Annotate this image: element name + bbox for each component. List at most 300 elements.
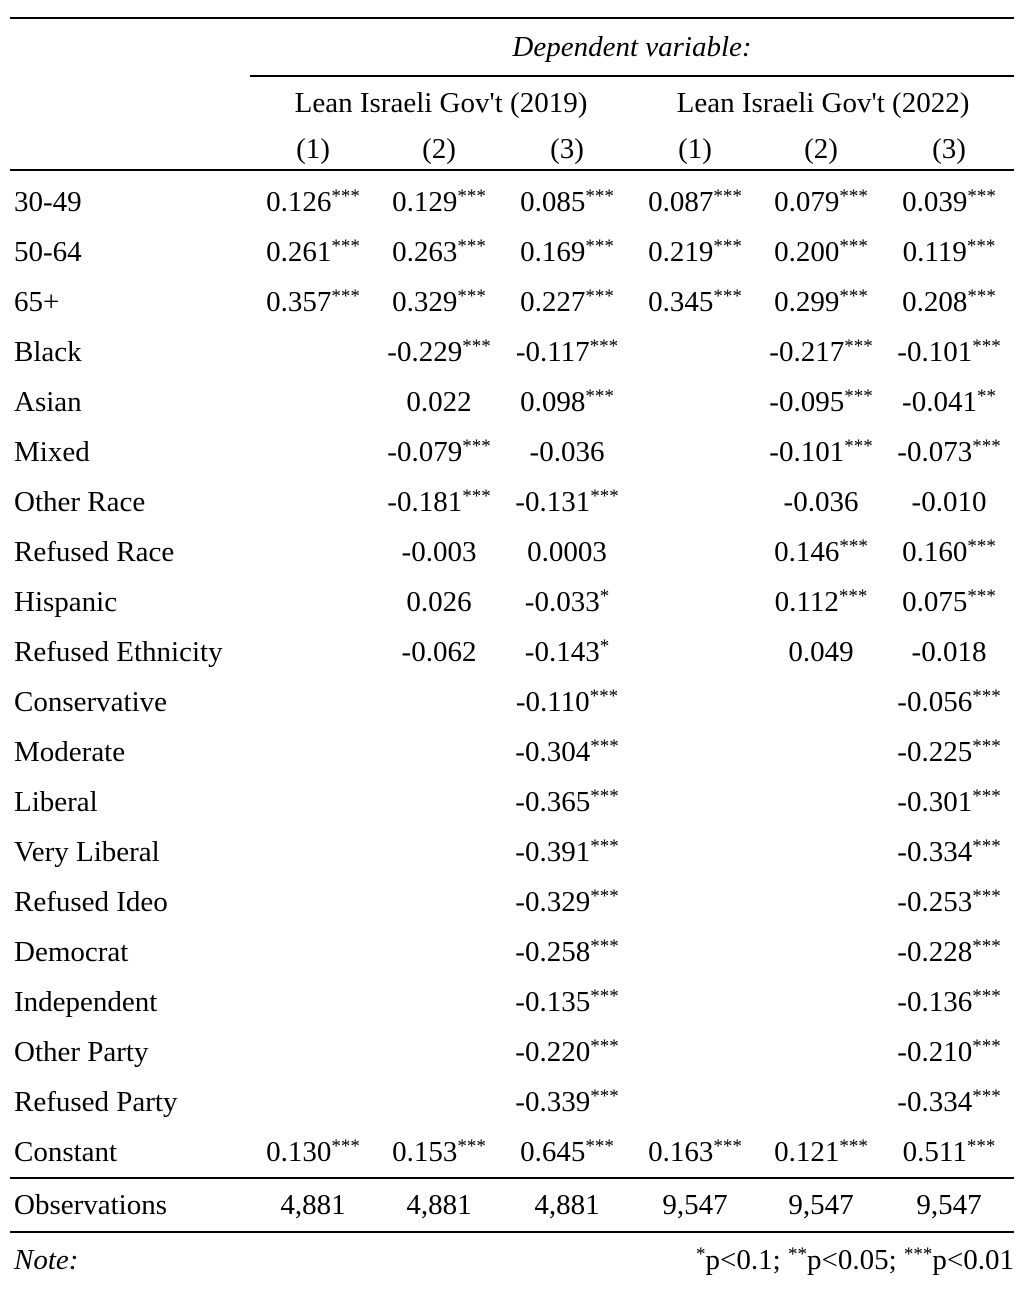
coefficient-value: 0.022 xyxy=(406,385,472,418)
observations-label: Observations xyxy=(14,1188,168,1221)
coefficient-cell xyxy=(758,527,884,577)
observations-value: 4,881 xyxy=(534,1188,600,1221)
dependent-variable-header xyxy=(10,19,1014,76)
significance-stars: *** xyxy=(331,185,360,207)
coefficient-cell xyxy=(632,677,758,727)
coefficient-cell xyxy=(758,827,884,877)
table-row xyxy=(10,227,1014,277)
table-row xyxy=(10,677,1014,727)
coefficient-cell xyxy=(250,577,376,627)
significance-stars: *** xyxy=(972,785,1001,807)
coefficient-value: -0.095 xyxy=(769,385,845,418)
significance-stars: *** xyxy=(839,235,868,257)
row-label: Liberal xyxy=(14,785,98,818)
coefficient-cell xyxy=(502,777,632,827)
coefficient-cell xyxy=(758,427,884,477)
coefficient-value: 0.126 xyxy=(266,185,332,218)
coefficient-cell xyxy=(632,927,758,977)
coefficient-value: 0.261 xyxy=(266,235,332,268)
observations-value: 9,547 xyxy=(916,1188,982,1221)
row-label: Hispanic xyxy=(14,585,118,618)
coefficient-cell xyxy=(250,177,376,227)
coefficient-value: -0.073 xyxy=(897,435,973,468)
coefficient-value: 0.129 xyxy=(392,185,458,218)
row-label: Refused Ideo xyxy=(14,885,168,918)
table-row xyxy=(10,1077,1014,1127)
coefficient-value: -0.391 xyxy=(515,835,591,868)
coefficient-value: -0.136 xyxy=(897,985,973,1018)
significance-stars: *** xyxy=(972,735,1001,757)
coefficient-cell xyxy=(376,927,502,977)
row-label: 30-49 xyxy=(14,185,82,218)
note-stars: ** xyxy=(787,1243,807,1265)
row-label: Mixed xyxy=(14,435,90,468)
coefficient-cell xyxy=(250,1027,376,1077)
table-row xyxy=(10,427,1014,477)
table-row xyxy=(10,927,1014,977)
significance-stars: *** xyxy=(590,485,619,507)
row-label: Very Liberal xyxy=(14,835,160,868)
coefficient-cell xyxy=(376,377,502,427)
coefficient-value: -0.304 xyxy=(515,735,591,768)
coefficient-cell xyxy=(376,327,502,377)
coefficient-value: -0.079 xyxy=(387,435,463,468)
coefficient-cell xyxy=(250,377,376,427)
significance-stars: *** xyxy=(966,235,996,257)
significance-stars: *** xyxy=(457,185,486,207)
coefficient-cell xyxy=(632,577,758,627)
coefficient-value: 0.200 xyxy=(774,235,840,268)
significance-stars: *** xyxy=(331,235,360,257)
coefficient-value: 0.0003 xyxy=(527,535,607,568)
coefficient-cell xyxy=(376,527,502,577)
coefficient-cell xyxy=(502,927,632,977)
coefficient-cell xyxy=(376,277,502,327)
observations-value: 9,547 xyxy=(788,1188,854,1221)
coefficient-cell xyxy=(758,777,884,827)
note-label: Note: xyxy=(14,1243,79,1276)
coefficient-cell xyxy=(632,877,758,927)
coefficient-value: 0.026 xyxy=(406,585,472,618)
table-row xyxy=(10,877,1014,927)
coefficient-cell xyxy=(632,377,758,427)
note-row xyxy=(10,1233,1014,1287)
significance-stars: *** xyxy=(331,1135,360,1157)
coefficient-cell xyxy=(250,427,376,477)
significance-stars: *** xyxy=(713,1135,742,1157)
coefficient-cell xyxy=(758,677,884,727)
significance-stars: *** xyxy=(844,335,873,357)
coefficient-value: -0.036 xyxy=(529,435,605,468)
coefficient-cell xyxy=(250,627,376,677)
table-row xyxy=(10,777,1014,827)
coefficient-cell xyxy=(884,427,1014,477)
group-label-2019: Lean Israeli Gov't (2019) xyxy=(294,86,588,119)
group-label-2022: Lean Israeli Gov't (2022) xyxy=(676,86,970,119)
coefficient-cell xyxy=(502,277,632,327)
row-label: Asian xyxy=(14,385,82,418)
coefficient-value: -0.003 xyxy=(401,535,477,568)
coefficient-cell xyxy=(758,977,884,1027)
coefficient-cell xyxy=(502,1077,632,1127)
coefficient-cell xyxy=(884,1027,1014,1077)
coefficient-cell xyxy=(376,227,502,277)
significance-stars: *** xyxy=(585,185,614,207)
coefficient-cell xyxy=(502,427,632,477)
significance-note xyxy=(250,1233,1014,1287)
coefficient-cell xyxy=(884,1127,1014,1178)
significance-stars: *** xyxy=(966,1135,996,1157)
coefficient-cell xyxy=(884,577,1014,627)
coefficient-cell xyxy=(758,277,884,327)
coefficient-value: -0.258 xyxy=(515,935,591,968)
significance-stars: * xyxy=(599,585,610,607)
coefficient-cell xyxy=(884,477,1014,527)
significance-stars: *** xyxy=(838,585,868,607)
coefficient-cell xyxy=(376,877,502,927)
coefficient-value: 0.075 xyxy=(902,585,968,618)
coefficient-cell xyxy=(884,927,1014,977)
coefficient-cell xyxy=(884,377,1014,427)
row-label: Other Race xyxy=(14,485,146,518)
coefficient-value: 0.357 xyxy=(266,285,332,318)
coefficient-cell xyxy=(250,277,376,327)
coefficient-cell xyxy=(250,677,376,727)
coefficient-cell xyxy=(502,827,632,877)
significance-stars: *** xyxy=(972,335,1001,357)
coefficient-cell xyxy=(502,627,632,677)
coefficient-cell xyxy=(376,177,502,227)
table-row xyxy=(10,627,1014,677)
row-label: Moderate xyxy=(14,735,126,768)
coefficient-cell xyxy=(376,577,502,627)
coefficient-cell xyxy=(758,927,884,977)
coefficient-cell xyxy=(502,177,632,227)
coefficient-cell xyxy=(758,727,884,777)
significance-stars: *** xyxy=(972,935,1001,957)
coefficient-cell xyxy=(758,1027,884,1077)
coefficient-value: -0.041 xyxy=(902,385,977,418)
significance-stars: *** xyxy=(972,985,1001,1007)
coefficient-cell xyxy=(632,1027,758,1077)
coefficient-cell xyxy=(376,627,502,677)
observations-value: 4,881 xyxy=(280,1188,346,1221)
significance-stars: *** xyxy=(462,435,491,457)
significance-stars: *** xyxy=(590,835,619,857)
significance-stars: *** xyxy=(585,385,614,407)
dependent-variable-label: Dependent variable: xyxy=(512,30,752,63)
table-row xyxy=(10,377,1014,427)
coefficient-value: -0.181 xyxy=(387,485,463,518)
significance-stars: *** xyxy=(972,835,1001,857)
coefficient-cell xyxy=(632,277,758,327)
coefficient-cell xyxy=(502,477,632,527)
note-text: p<0.01 xyxy=(932,1243,1014,1276)
significance-stars: *** xyxy=(585,235,614,257)
coefficient-cell xyxy=(502,227,632,277)
coefficient-cell xyxy=(502,1127,632,1178)
row-label: 50-64 xyxy=(14,235,82,268)
significance-stars: *** xyxy=(590,885,619,907)
coefficient-cell xyxy=(502,677,632,727)
column-number: (2) xyxy=(804,132,838,165)
coefficient-cell xyxy=(376,827,502,877)
row-label: Conservative xyxy=(14,685,168,718)
coefficient-cell xyxy=(250,927,376,977)
observations-value: 4,881 xyxy=(406,1188,472,1221)
coefficient-cell xyxy=(632,627,758,677)
coefficient-cell xyxy=(884,227,1014,277)
coefficient-cell xyxy=(758,477,884,527)
coefficient-value: -0.365 xyxy=(515,785,591,818)
column-number: (1) xyxy=(296,132,330,165)
coefficient-value: 0.345 xyxy=(648,285,714,318)
coefficient-value: -0.143 xyxy=(524,635,600,668)
table-row xyxy=(10,477,1014,527)
coefficient-value: -0.131 xyxy=(515,485,591,518)
row-label: Other Party xyxy=(14,1035,149,1068)
table-row xyxy=(10,577,1014,627)
coefficient-cell xyxy=(250,527,376,577)
coefficient-value: 0.511 xyxy=(902,1135,967,1168)
significance-stars: * xyxy=(599,635,610,657)
coefficient-cell xyxy=(884,527,1014,577)
coefficient-cell xyxy=(250,227,376,277)
significance-stars: ** xyxy=(976,385,996,407)
coefficient-cell xyxy=(502,377,632,427)
significance-stars: *** xyxy=(462,335,491,357)
significance-stars: *** xyxy=(967,185,996,207)
significance-stars: *** xyxy=(972,685,1001,707)
coefficient-cell xyxy=(376,1127,502,1178)
table-row xyxy=(10,727,1014,777)
row-label: Democrat xyxy=(14,935,129,968)
coefficient-cell xyxy=(502,727,632,777)
significance-stars: *** xyxy=(713,285,742,307)
note-stars: * xyxy=(696,1243,706,1265)
coefficient-cell xyxy=(884,177,1014,227)
coefficient-cell xyxy=(632,177,758,227)
significance-stars: *** xyxy=(331,285,360,307)
coefficient-cell xyxy=(250,827,376,877)
significance-stars: *** xyxy=(713,235,742,257)
significance-stars: *** xyxy=(585,1135,614,1157)
table-row xyxy=(10,827,1014,877)
coefficient-value: -0.229 xyxy=(387,335,463,368)
coefficient-value: 0.329 xyxy=(392,285,458,318)
coefficient-cell xyxy=(376,1077,502,1127)
significance-stars: *** xyxy=(844,435,873,457)
coefficient-value: 0.039 xyxy=(902,185,968,218)
coefficient-value: -0.018 xyxy=(911,635,987,668)
coefficient-cell xyxy=(632,1127,758,1178)
coefficient-value: -0.217 xyxy=(769,335,845,368)
significance-stars: *** xyxy=(713,185,742,207)
coefficient-cell xyxy=(632,727,758,777)
coefficient-value: 0.163 xyxy=(648,1135,714,1168)
coefficient-cell xyxy=(502,1027,632,1077)
significance-stars: *** xyxy=(589,335,619,357)
coefficient-value: 0.153 xyxy=(392,1135,458,1168)
coefficient-cell xyxy=(632,327,758,377)
coefficient-cell xyxy=(884,327,1014,377)
significance-stars: *** xyxy=(839,185,868,207)
coefficient-value: 0.119 xyxy=(902,235,967,268)
coefficient-cell xyxy=(884,277,1014,327)
coefficient-cell xyxy=(632,227,758,277)
table-row xyxy=(10,527,1014,577)
significance-stars: *** xyxy=(457,285,486,307)
significance-stars: *** xyxy=(590,935,619,957)
coefficient-value: 0.098 xyxy=(520,385,586,418)
column-number: (2) xyxy=(422,132,456,165)
column-number: (1) xyxy=(678,132,712,165)
coefficient-cell xyxy=(250,1077,376,1127)
row-label: Refused Party xyxy=(14,1085,178,1118)
coefficient-cell xyxy=(632,777,758,827)
coefficient-value: 0.263 xyxy=(392,235,458,268)
coefficient-value: -0.117 xyxy=(515,335,590,368)
table-row xyxy=(10,1127,1014,1178)
significance-stars: *** xyxy=(590,785,619,807)
coefficient-value: -0.101 xyxy=(897,335,973,368)
coefficient-cell xyxy=(250,327,376,377)
significance-stars: *** xyxy=(590,1085,619,1107)
coefficient-value: -0.101 xyxy=(769,435,845,468)
coefficient-value: 0.208 xyxy=(902,285,968,318)
coefficient-cell xyxy=(758,227,884,277)
coefficient-cell xyxy=(250,977,376,1027)
coefficient-cell xyxy=(884,677,1014,727)
coefficient-cell xyxy=(250,1127,376,1178)
coefficient-value: -0.329 xyxy=(515,885,591,918)
coefficient-cell xyxy=(632,827,758,877)
coefficient-cell xyxy=(250,777,376,827)
coefficient-value: 0.299 xyxy=(774,285,840,318)
coefficient-value: 0.121 xyxy=(774,1135,840,1168)
coefficient-value: 0.160 xyxy=(902,535,968,568)
coefficient-cell xyxy=(884,777,1014,827)
coefficient-value: -0.253 xyxy=(897,885,973,918)
coefficient-cell xyxy=(758,877,884,927)
coefficient-value: -0.036 xyxy=(783,485,859,518)
coefficient-cell xyxy=(758,327,884,377)
coefficient-value: -0.010 xyxy=(911,485,987,518)
coefficient-cell xyxy=(884,877,1014,927)
observations-row xyxy=(10,1179,1014,1232)
coefficient-value: 0.219 xyxy=(648,235,714,268)
row-label: Refused Race xyxy=(14,535,175,568)
coefficient-value: -0.033 xyxy=(524,585,600,618)
coefficient-cell xyxy=(758,1077,884,1127)
coefficient-value: 0.049 xyxy=(788,635,854,668)
coefficient-value: -0.056 xyxy=(897,685,973,718)
significance-stars: *** xyxy=(585,285,614,307)
coefficient-cell xyxy=(376,677,502,727)
coefficient-cell xyxy=(376,427,502,477)
row-label: Refused Ethnicity xyxy=(14,635,223,668)
row-label: Constant xyxy=(14,1135,118,1168)
coefficient-value: 0.169 xyxy=(520,235,586,268)
coefficient-value: -0.334 xyxy=(897,1085,973,1118)
row-label: Independent xyxy=(14,985,158,1018)
table-row xyxy=(10,327,1014,377)
coefficient-cell xyxy=(250,477,376,527)
coefficient-value: 0.085 xyxy=(520,185,586,218)
coefficient-cell xyxy=(632,477,758,527)
coefficient-cell xyxy=(502,527,632,577)
coefficient-value: -0.110 xyxy=(515,685,590,718)
coefficient-cell xyxy=(758,1127,884,1178)
significance-stars: *** xyxy=(457,235,486,257)
note-text: p<0.05; xyxy=(806,1243,904,1276)
coefficient-value: -0.301 xyxy=(897,785,973,818)
significance-stars: *** xyxy=(972,885,1001,907)
significance-stars: *** xyxy=(967,585,996,607)
coefficient-value: -0.210 xyxy=(897,1035,973,1068)
coefficient-cell xyxy=(884,727,1014,777)
coefficient-cell xyxy=(758,177,884,227)
coefficient-value: 0.079 xyxy=(774,185,840,218)
coefficient-cell xyxy=(632,527,758,577)
significance-stars: *** xyxy=(590,985,619,1007)
coefficient-cell xyxy=(376,777,502,827)
coefficient-value: -0.220 xyxy=(515,1035,591,1068)
column-number-row xyxy=(10,129,1014,170)
significance-stars: *** xyxy=(839,535,868,557)
coefficient-value: 0.087 xyxy=(648,185,714,218)
note-stars: *** xyxy=(903,1243,933,1265)
coefficient-cell xyxy=(884,1077,1014,1127)
coefficient-value: 0.645 xyxy=(520,1135,586,1168)
significance-stars: *** xyxy=(590,735,619,757)
table-row xyxy=(10,1027,1014,1077)
note-text: p<0.1; xyxy=(705,1243,788,1276)
significance-stars: *** xyxy=(590,1035,619,1057)
significance-stars: *** xyxy=(972,435,1001,457)
coefficient-cell xyxy=(502,327,632,377)
significance-stars: *** xyxy=(839,285,868,307)
coefficient-cell xyxy=(632,1077,758,1127)
coefficient-cell xyxy=(376,727,502,777)
coefficient-cell xyxy=(502,877,632,927)
coefficient-cell xyxy=(376,977,502,1027)
coefficient-cell xyxy=(502,977,632,1027)
coefficient-cell xyxy=(250,727,376,777)
coefficient-cell xyxy=(758,377,884,427)
coefficient-value: -0.339 xyxy=(515,1085,591,1118)
group-header-row xyxy=(10,77,1014,129)
significance-stars: *** xyxy=(457,1135,486,1157)
column-number: (3) xyxy=(550,132,584,165)
significance-stars: *** xyxy=(972,1085,1001,1107)
coefficient-value: -0.062 xyxy=(401,635,477,668)
significance-stars: *** xyxy=(589,685,619,707)
coefficient-cell xyxy=(632,427,758,477)
coefficient-value: 0.112 xyxy=(774,585,839,618)
significance-stars: *** xyxy=(967,285,996,307)
coefficient-cell xyxy=(758,627,884,677)
coefficient-cell xyxy=(884,627,1014,677)
table-row xyxy=(10,277,1014,327)
coefficient-cell xyxy=(758,577,884,627)
significance-stars: *** xyxy=(972,1035,1001,1057)
coefficient-value: -0.228 xyxy=(897,935,973,968)
table-row xyxy=(10,977,1014,1027)
coefficient-cell xyxy=(376,477,502,527)
coefficient-value: 0.146 xyxy=(774,535,840,568)
table-row xyxy=(10,177,1014,227)
